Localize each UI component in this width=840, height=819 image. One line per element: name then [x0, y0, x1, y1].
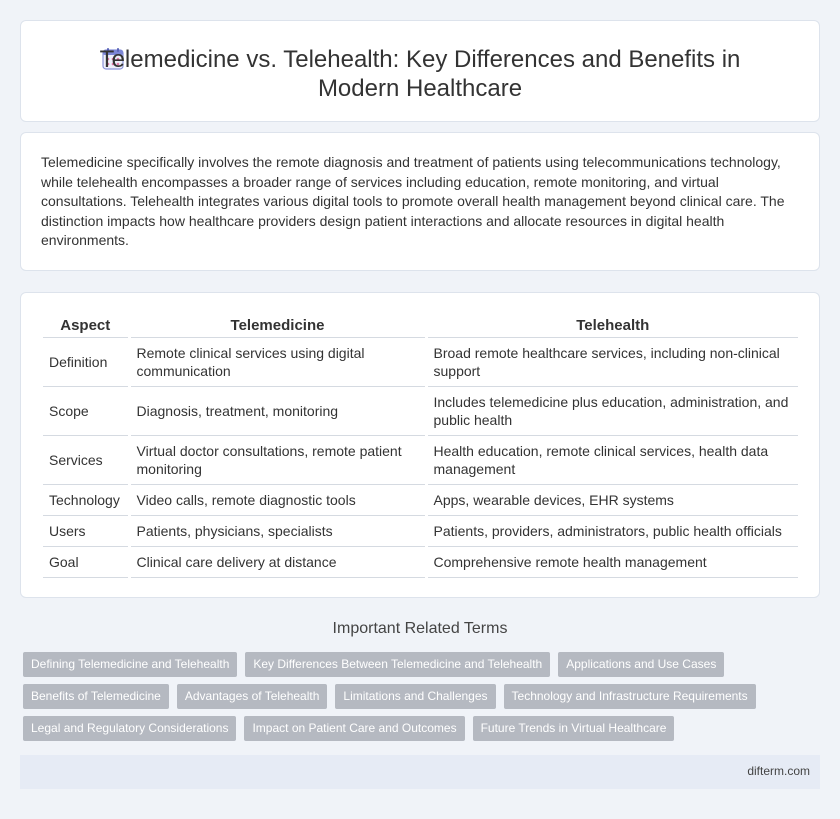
page-title	[21, 45, 819, 103]
related-tags-row-2	[23, 684, 756, 709]
table-row	[43, 386, 798, 435]
table-cell: Virtual doctor consultations, remote patient monitoring	[129, 435, 426, 484]
table-cell: Remote clinical services using digital communication	[129, 337, 426, 386]
table-cell: Broad remote healthcare services, including non-clinical support	[426, 337, 798, 386]
table-cell: Services	[43, 435, 129, 484]
comparison-card	[20, 292, 820, 598]
related-tag[interactable]: Limitations and Challenges	[335, 684, 495, 709]
related-tag[interactable]: Advantages of Telehealth	[177, 684, 328, 709]
comparison-table	[43, 315, 798, 578]
related-tag[interactable]: Future Trends in Virtual Healthcare	[473, 716, 675, 741]
related-tag[interactable]: Technology and Infrastructure Requirements	[504, 684, 756, 709]
table-row	[43, 337, 798, 386]
related-terms-title: Important Related Terms	[332, 620, 508, 637]
table-row	[43, 435, 798, 484]
table-cell: Patients, physicians, specialists	[129, 515, 426, 546]
header-card	[20, 20, 820, 122]
table-cell: Health education, remote clinical services, health data management	[426, 435, 798, 484]
header-aspect: Aspect	[43, 315, 129, 337]
header-telemedicine: Telemedicine	[129, 315, 426, 337]
table-cell: Video calls, remote diagnostic tools	[129, 484, 426, 515]
header-telehealth: Telehealth	[426, 315, 798, 337]
page-title-line-1: Telemedicine vs. Telehealth: Key Differences and Benefits in	[99, 46, 741, 73]
table-cell: Patients, providers, administrators, public health officials	[426, 515, 798, 546]
related-tag[interactable]: Legal and Regulatory Considerations	[23, 716, 236, 741]
related-tag[interactable]: Applications and Use Cases	[558, 652, 724, 677]
intro-card	[20, 132, 820, 271]
page-title-line-2: Modern Healthcare	[317, 75, 523, 102]
related-tag[interactable]: Impact on Patient Care and Outcomes	[244, 716, 464, 741]
table-row	[43, 484, 798, 515]
table-cell: Apps, wearable devices, EHR systems	[426, 484, 798, 515]
footer	[20, 755, 820, 789]
related-tag[interactable]: Defining Telemedicine and Telehealth	[23, 652, 237, 677]
related-tag[interactable]: Benefits of Telemedicine	[23, 684, 169, 709]
related-tag[interactable]: Key Differences Between Telemedicine and Telehealth	[245, 652, 550, 677]
table-header-row	[43, 315, 798, 337]
related-tags-row-1	[23, 652, 724, 677]
table-cell: Includes telemedicine plus education, administration, and public health	[426, 386, 798, 435]
related-tags-row-3	[23, 716, 674, 741]
table-cell: Users	[43, 515, 129, 546]
footer-site-link[interactable]: difterm.com	[747, 764, 810, 778]
table-cell: Goal	[43, 546, 129, 577]
table-cell: Clinical care delivery at distance	[129, 546, 426, 577]
table-cell: Diagnosis, treatment, monitoring	[129, 386, 426, 435]
table-row	[43, 515, 798, 546]
intro-text: Telemedicine specifically involves the remote diagnosis and treatment of patients using telecommunications technology, while telehealth encompasses a broader range of services including education, remote monitoring, and virtual consultations. Telehealth integrates various digital tools to promote overall health management beyond clinical care. The distinction impacts how healthcare providers design patient interactions and allocate resources in digital health environments.	[41, 154, 785, 249]
table-cell: Comprehensive remote health management	[426, 546, 798, 577]
table-cell: Scope	[43, 386, 129, 435]
table-row	[43, 546, 798, 577]
table-cell: Technology	[43, 484, 129, 515]
table-cell: Definition	[43, 337, 129, 386]
